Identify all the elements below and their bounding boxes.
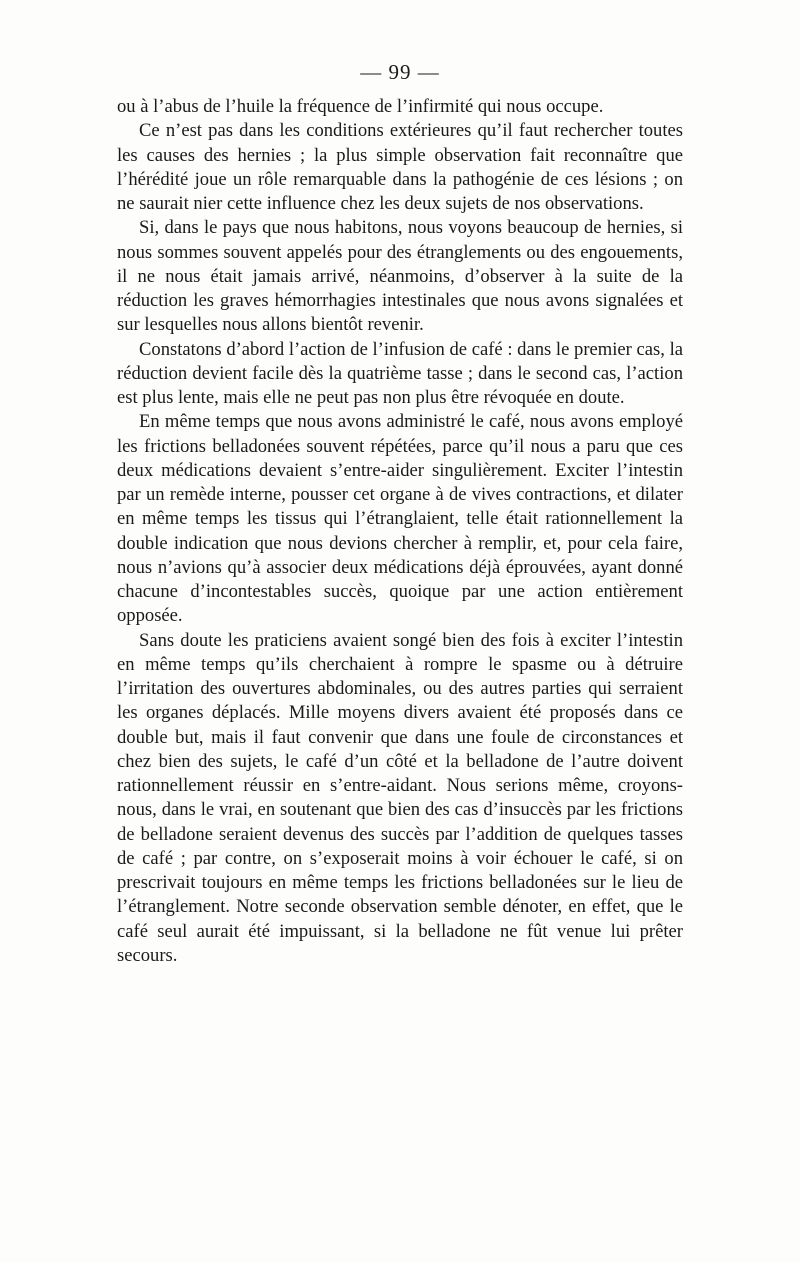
paragraph-continuation: ou à l’abus de l’huile la fréquence de l’infirmité qui nous occupe.	[117, 96, 604, 117]
body-text	[117, 95, 683, 968]
paragraph-heredity: Ce n’est pas dans les conditions extérieures qu’il faut rechercher toutes les causes des hernies ; la plus simple observation fait reconnaître que l’hérédité joue un rôle remarquable dans la pathogénie de ces lésions ; on ne saurait nier cette influence chez les deux sujets de nos observations.	[117, 120, 683, 214]
paragraph-hemorrhages: Si, dans le pays que nous habitons, nous voyons beaucoup de hernies, si nous sommes souvent appelés pour des étranglements ou des engouements, il ne nous était jamais arrivé, néanmoins, d’observer à la suite de la réduction les graves hémorrhagies intestinales que nous avons signalées et sur lesquelles nous allons bientôt revenir.	[117, 217, 683, 336]
page-number: — 99 —	[360, 60, 440, 84]
paragraph-belladonna-frictions: En même temps que nous avons administré le café, nous avons employé les frictions belladonées souvent répétées, parce qu’il nous a paru que ces deux médications devaient s’entre-aider singulièrement. Exciter l’intestin par un remède interne, pousser cet organe à de vives contractions, et dilater en même temps les tissus qui l’étranglaient, telle était rationnellement la double indication que nous devions chercher à remplir, et, pour cela faire, nous n’avions qu’à associer deux médications déjà éprouvées, ayant donné chacune d’incontestables succès, quoique par une action entièrement opposée.	[117, 411, 683, 627]
paragraph-practitioners: Sans doute les praticiens avaient songé bien des fois à exciter l’intestin en même temps qu’ils cherchaient à rompre le spasme ou à détruire l’irritation des ouvertures abdominales, ou des autres parties qui serraient les organes déplacés. Mille moyens divers avaient été proposés dans ce double but, mais il faut convenir que dans une foule de circonstances et chez bien des sujets, le café d’un côté et la belladone de l’autre doivent rationnellement réussir en s’entre-aidant. Nous serions même, croyons-nous, dans le vrai, en soutenant que bien des cas d’insuccès par les frictions de belladone seraient devenus des succès par l’addition de quelques tasses de café ; par contre, on s’exposerait moins à voir échouer le café, si on prescrivait toujours en même temps les frictions belladonées sur le lieu de l’étranglement. Notre seconde observation semble dénoter, en effet, que le café seul aurait été impuissant, si la belladone ne fût venue lui prêter secours.	[117, 629, 683, 966]
paragraph-coffee-action: Constatons d’abord l’action de l’infusion de café : dans le premier cas, la réduction devient facile dès la quatrième tasse ; dans le second cas, l’action est plus lente, mais elle ne peut pas non plus être révoquée en doute.	[117, 338, 683, 408]
